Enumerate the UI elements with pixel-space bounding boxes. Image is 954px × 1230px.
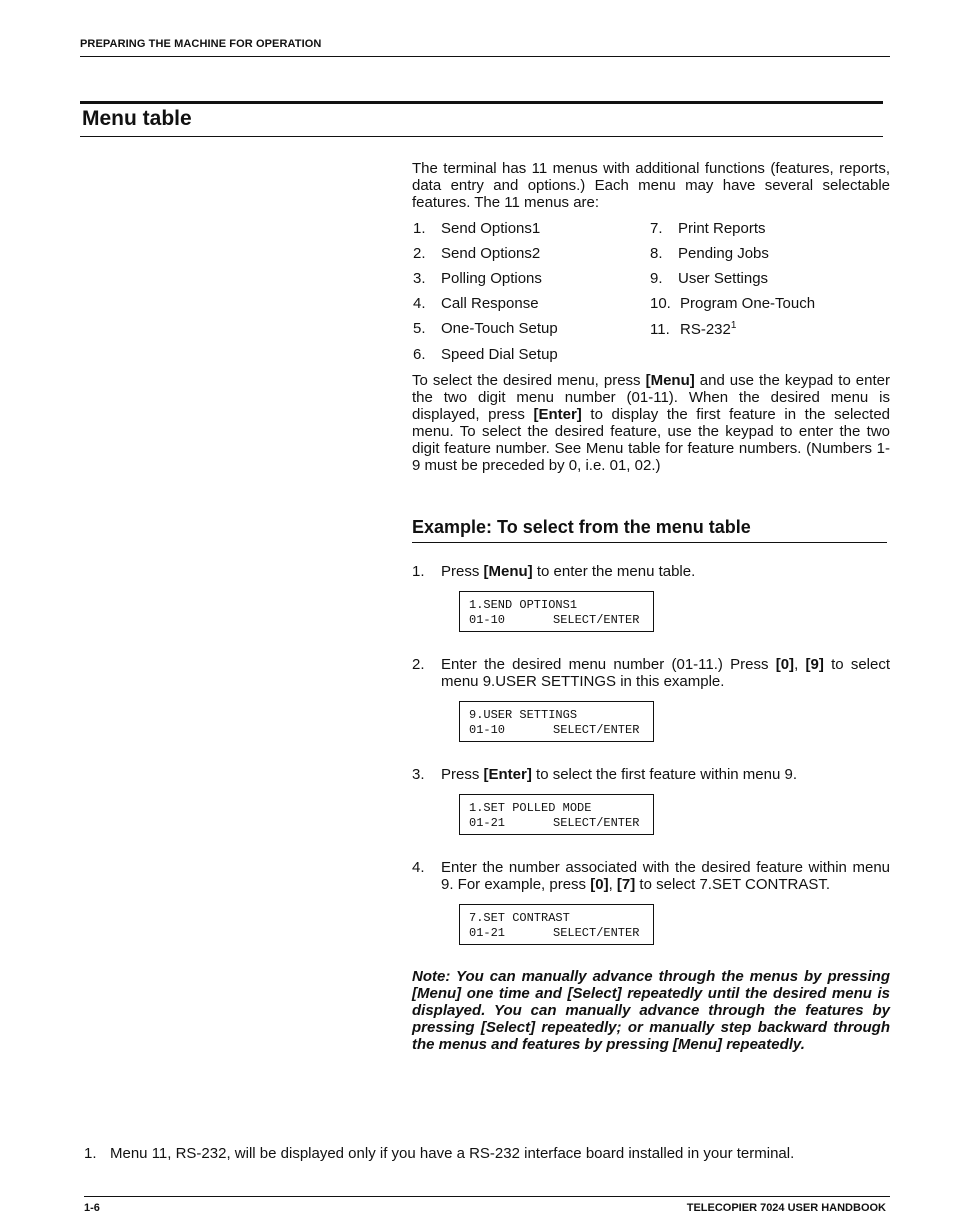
- step-text: Enter the desired menu number (01-11.) Press [0], [9] to select menu 9.USER SETTINGS in this example.: [441, 656, 891, 690]
- step-4: [412, 859, 890, 895]
- step-number: 2.: [412, 656, 425, 673]
- step-text: Press [Menu] to enter the menu table.: [441, 563, 696, 580]
- menu-list-item: 3. Polling Options: [413, 270, 542, 287]
- footnote-number: 1.: [84, 1145, 97, 1162]
- note-paragraph: Note: You can manually advance through the menus by pressing [Menu] one time and [Select] repeatedly until the desired menu is displayed. You can manually advance through the features by pressing [Select] repeatedly; or manually step backward through the menus and features by pressing [Menu] repeatedly.: [412, 968, 890, 1053]
- lcd-display: 1.SEND OPTIONS1 01-10 SELECT/ENTER: [459, 591, 654, 632]
- step-2: [412, 656, 890, 692]
- instructions-paragraph: To select the desired menu, press [Menu] and use the keypad to enter the two digit menu number (01-11). When the desired menu is displayed, press [Enter] to display the first feature in the selected menu. To select the desired feature, use the keypad to enter the two digit feature number. See Menu table for feature numbers. (Numbers 1-9 must be preceded by 0, i.e. 01, 02.): [412, 372, 890, 474]
- step-text: Enter the number associated with the desired feature within menu 9. For example, press [0], [7] to select 7.SET CONTRAST.: [441, 859, 890, 893]
- page-number: 1-6: [84, 1202, 100, 1214]
- running-head: PREPARING THE MACHINE FOR OPERATION: [80, 38, 322, 50]
- menu-list-item: 9. User Settings: [650, 270, 769, 287]
- example-heading-rule: [412, 542, 887, 543]
- lcd-display: 7.SET CONTRAST 01-21 SELECT/ENTER: [459, 904, 654, 945]
- intro-paragraph: The terminal has 11 menus with additional functions (features, reports, data entry and options.) Each menu may have several selectable features. The 11 menus are:: [412, 160, 890, 211]
- example-heading: Example: To select from the menu table: [412, 517, 751, 537]
- lcd-display: 1.SET POLLED MODE 01-21 SELECT/ENTER: [459, 794, 654, 835]
- title-bottom-rule: [80, 136, 883, 137]
- footnote: [84, 1145, 890, 1162]
- menu-list-item: 10. Program One-Touch: [650, 295, 816, 312]
- step-1: [412, 563, 890, 581]
- menu-list-item: 7. Print Reports: [650, 220, 766, 237]
- menu-list-item: 2. Send Options2: [413, 245, 541, 262]
- title-top-rule: [80, 101, 883, 104]
- footnote-marker: 1: [730, 320, 737, 331]
- step-text: Press [Enter] to select the first feature within menu 9.: [441, 766, 797, 783]
- step-number: 4.: [412, 859, 425, 876]
- step-3: [412, 766, 890, 784]
- menu-list-item: 6. Speed Dial Setup: [413, 346, 558, 363]
- footnote-text: Menu 11, RS-232, will be displayed only if you have a RS-232 interface board installed in your terminal.: [110, 1145, 795, 1162]
- footer-rule: [84, 1196, 890, 1197]
- lcd-display: 9.USER SETTINGS 01-10 SELECT/ENTER: [459, 701, 654, 742]
- page-title: Menu table: [82, 107, 192, 130]
- menu-list-item: 5. One-Touch Setup: [413, 320, 558, 337]
- header-rule: [80, 56, 890, 57]
- menu-list-item: 11. $RS-232^1$: [650, 320, 737, 338]
- step-number: 1.: [412, 563, 425, 580]
- menu-list-item: 1. Send Options1: [413, 220, 541, 237]
- menu-list-item: 4. Call Response: [413, 295, 539, 312]
- menu-list-item: 8. Pending Jobs: [650, 245, 769, 262]
- handbook-title: TELECOPIER 7024 USER HANDBOOK: [686, 1202, 886, 1214]
- step-number: 3.: [412, 766, 425, 783]
